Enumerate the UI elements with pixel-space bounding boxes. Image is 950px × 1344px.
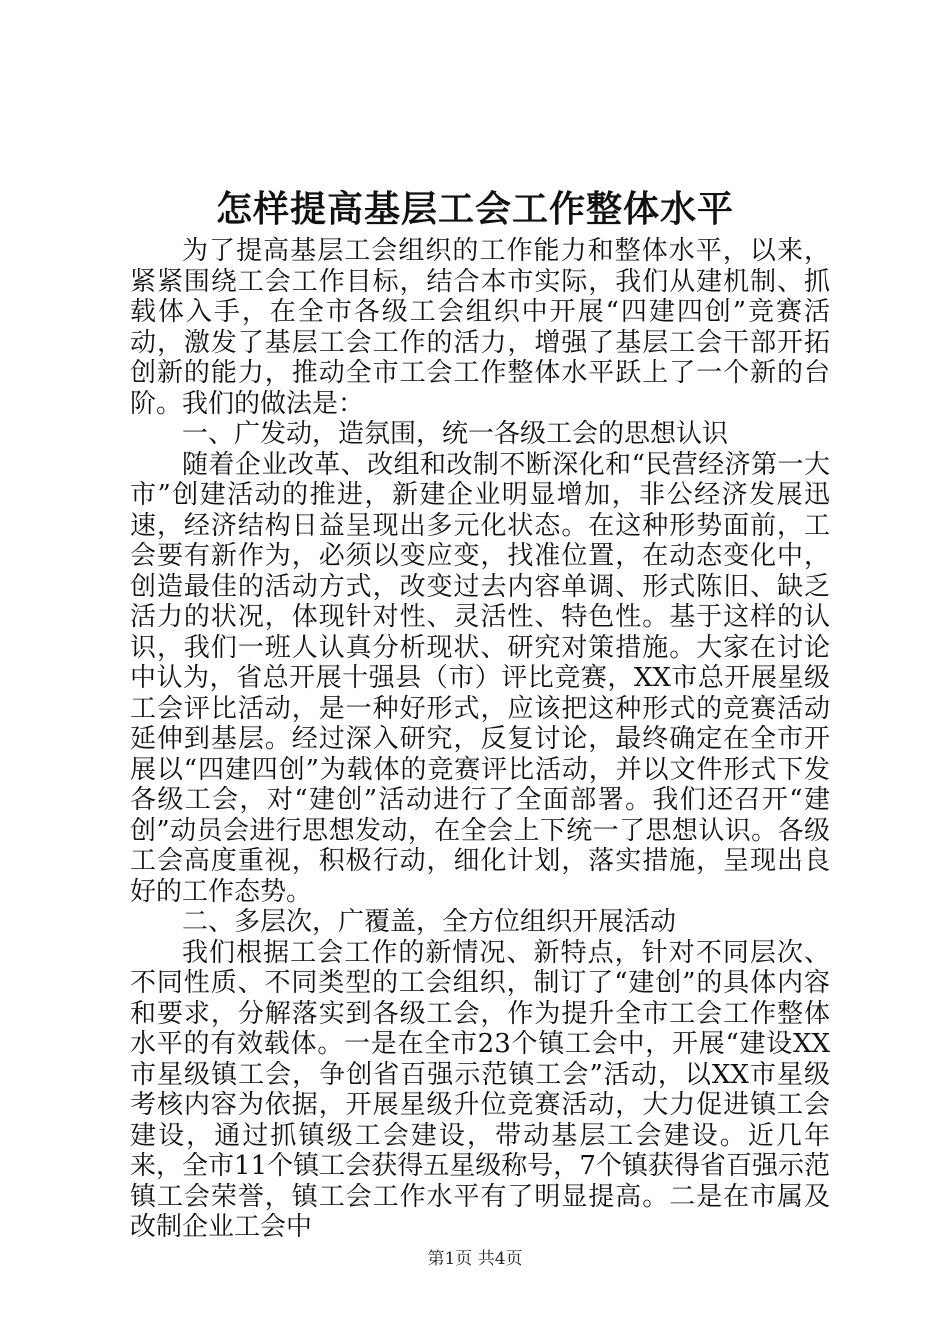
page-number-footer: 第1页 共4页 (427, 1249, 523, 1269)
section-heading-2: 二、多层次，广覆盖，全方位组织开展活动 (182, 907, 677, 937)
intro-paragraph: 为了提高基层工会组织的工作能力和整体水平，以来，紧紧围绕工会工作目标，结合本市实际，我们从建机制、抓载体入手，在全市各级工会组织中开展“四建四创”竞赛活动，激发了基层工会工作的活力，增强了基层工会干部开拓创新的能力，推动全市工会工作整体水平跃上了一个新的台阶。我们的做法是： (130, 236, 830, 419)
document-title: 怎样提高基层工会工作整体水平 (215, 188, 734, 230)
section-1-paragraph: 随着企业改革、改组和改制不断深化和“民营经济第一大市”创建活动的推进，新建企业明显增加，非公经济发展迅速，经济结构日益呈现出多元化状态。在这种形势面前，工会要有新作为，必须以变应变，找准位置，在动态变化中，创造最佳的活动方式，改变过去内容单调、形式陈旧、缺乏活力的状况，体现针对性、灵活性、特色性。基于这样的认识，我们一班人认真分析现状、研究对策措施。大家在讨论中认为，省总开展十强县（市）评比竞赛，XX市总开展星级工会评比活动，是一种好形式，应该把这种形式的竞赛活动延伸到基层。经过深入研究，反复讨论，最终确定在全市开展以“四建四创”为载体的竞赛评比活动，并以文件形式下发各级工会，对“建创”活动进行了全面部署。我们还召开“建创”动员会进行思想发动，在全会上下统一了思想认识。各级工会高度重视，积极行动，细化计划，落实措施，呈现出良好的工作态势。 (130, 449, 830, 907)
document-body (130, 236, 830, 1243)
section-heading-1: 一、广发动，造氛围，统一各级工会的思想认识 (182, 419, 729, 449)
section-2-paragraph: 我们根据工会工作的新情况、新特点，针对不同层次、不同性质、不同类型的工会组织，制订了“建创”的具体内容和要求，分解落实到各级工会，作为提升全市工会工作整体水平的有效载体。一是在全市23个镇工会中，开展“建设XX市星级镇工会，争创省百强示范镇工会”活动，以XX市星级考核内容为依据，开展星级升位竞赛活动，大力促进镇工会建设，通过抓镇级工会建设，带动基层工会建设。近几年来，全市11个镇工会获得五星级称号，7个镇获得省百强示范镇工会荣誉，镇工会工作水平有了明显提高。二是在市属及改制企业工会中 (130, 937, 830, 1242)
